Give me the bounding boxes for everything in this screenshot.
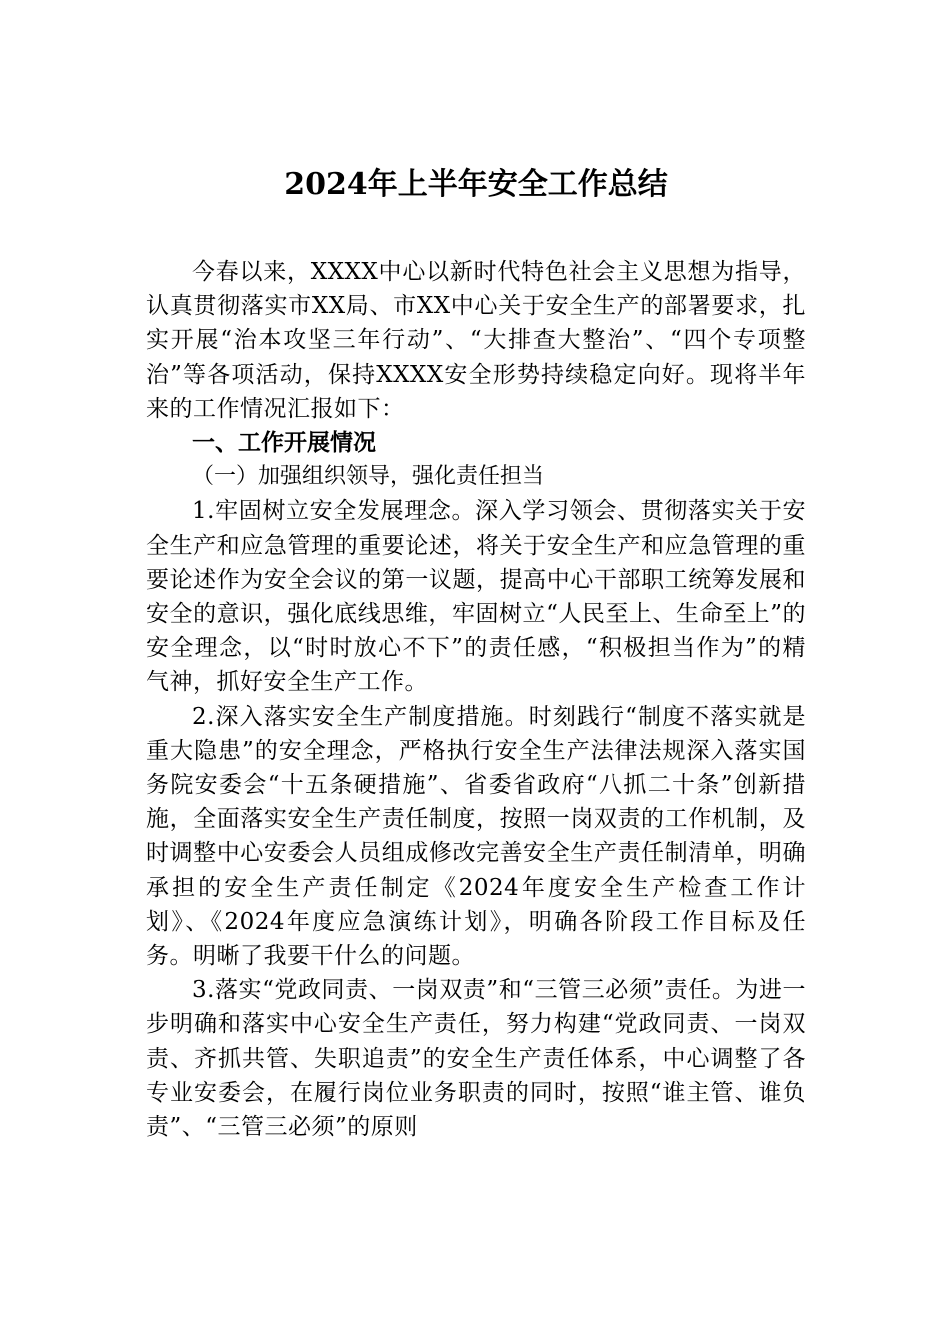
item-paragraph-1: 1.牢固树立安全发展理念。深入学习领会、贯彻落实关于安全生产和应急管理的重要论述，将关于安全生产和应急管理的重要论述作为安全会议的第一议题，提高中心干部职工统筹发展和安全的意识，强化底线思维，牢固树立“人民至上、生命至上”的安全理念，以“时时放心不下”的责任感，“积极担当作为”的精气神，抓好安全生产工作。 <box>146 498 806 696</box>
section-heading-1: 一、工作开展情况 <box>192 430 376 457</box>
intro-paragraph: 今春以来，XXXX中心以新时代特色社会主义思想为指导，认真贯彻落实市XX局、市XX中心关于安全生产的部署要求，扎实开展“治本攻坚三年行动”、“大排查大整治”、“四个专项整治”等各项活动，保持XXXX安全形势持续稳定向好。现将半年来的工作情况汇报如下： <box>146 259 806 422</box>
item-paragraph-3: 3.落实“党政同责、一岗双责”和“三管三必须”责任。为进一步明确和落实中心安全生产责任，努力构建“党政同责、一岗双责、齐抓共管、失职追责”的安全生产责任体系，中心调整了各专业安委会，在履行岗位业务职责的同时，按照“谁主管、谁负责”、“三管三必须”的原则 <box>146 977 806 1141</box>
document-title: 2024年上半年安全工作总结 <box>284 167 668 202</box>
subsection-heading-1: （一）加强组织领导，强化责任担当 <box>192 464 545 490</box>
item-paragraph-2: 2.深入落实安全生产制度措施。时刻践行“制度不落实就是重大隐患”的安全理念，严格执行安全生产法律法规深入落实国务院安委会“十五条硬措施”、省委省政府“八抓二十条”创新措施，全面落实安全生产责任制度，按照一岗双责的工作机制，及时调整中心安委会人员组成修改完善安全生产责任制清单，明确承担的安全生产责任制定《2024年度安全生产检查工作计划》、《2024年度应急演练计划》，明确各阶段工作目标及任务。明晰了我要干什么的问题。 <box>146 703 806 970</box>
document-content <box>146 255 806 1144</box>
